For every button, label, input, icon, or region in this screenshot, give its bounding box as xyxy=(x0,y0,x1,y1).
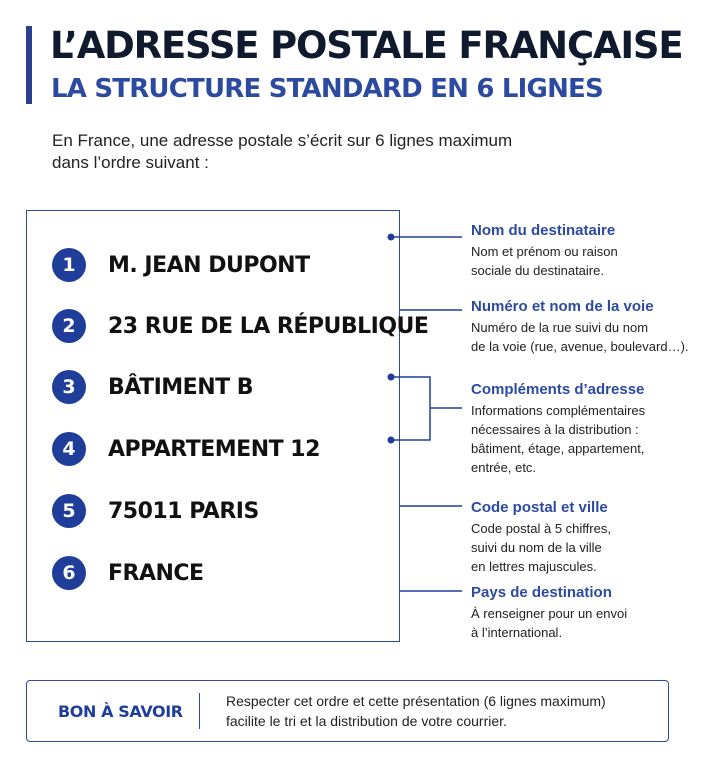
tip-text-line: facilite le tri et la distribution de votre courrier. xyxy=(226,713,507,729)
tip-text xyxy=(226,691,606,731)
address-line-text: M. JEAN DUPONT xyxy=(108,252,310,278)
tip-text-line: Respecter cet ordre et cette présentation (6 lignes maximum) xyxy=(226,693,606,709)
note-desc-line: de la voie (rue, avenue, boulevard…). xyxy=(471,339,689,354)
note-destination-country xyxy=(471,583,699,642)
line-number-badge: 6 xyxy=(52,556,86,590)
address-line-3 xyxy=(52,369,254,405)
note-description xyxy=(471,519,699,576)
note-recipient-name xyxy=(471,221,699,280)
line-number-badge: 3 xyxy=(52,370,86,404)
note-desc-line: À renseigner pour un envoi xyxy=(471,606,628,621)
note-desc-line: suivi du nom de la ville xyxy=(471,540,602,555)
address-line-text: FRANCE xyxy=(108,560,204,586)
address-line-5 xyxy=(52,493,259,529)
note-postal-code-city xyxy=(471,498,699,576)
note-title: Code postal et ville xyxy=(471,499,608,516)
title-accent-bar xyxy=(26,26,32,104)
note-desc-line: bâtiment, étage, appartement, xyxy=(471,441,645,456)
address-line-text: 23 RUE DE LA RÉPUBLIQUE xyxy=(108,313,429,339)
note-description xyxy=(471,318,699,356)
address-line-text: APPARTEMENT 12 xyxy=(108,436,320,462)
note-desc-line: entrée, etc. xyxy=(471,460,537,475)
address-line-2 xyxy=(52,308,429,344)
note-desc-line: Nom et prénom ou raison xyxy=(471,244,618,259)
address-line-1 xyxy=(52,247,310,283)
note-description xyxy=(471,604,699,642)
note-description xyxy=(471,401,699,477)
note-desc-line: à l’international. xyxy=(471,625,563,640)
page-title: L’ADRESSE POSTALE FRANÇAISE xyxy=(50,24,683,67)
note-desc-line: en lettres majuscules. xyxy=(471,559,597,574)
intro-line-1: En France, une adresse postale s’écrit sur 6 lignes maximum xyxy=(52,131,513,150)
note-title: Compléments d’adresse xyxy=(471,381,645,398)
tip-label: BON À SAVOIR xyxy=(58,702,183,721)
address-line-text: 75011 PARIS xyxy=(108,498,259,524)
line-number-badge: 4 xyxy=(52,432,86,466)
note-desc-line: sociale du destinataire. xyxy=(471,263,604,278)
note-address-complements xyxy=(471,380,699,477)
page-subtitle: LA STRUCTURE STANDARD EN 6 LIGNES xyxy=(51,74,603,104)
note-street xyxy=(471,297,699,356)
note-desc-line: Numéro de la rue suivi du nom xyxy=(471,320,649,335)
note-title: Pays de destination xyxy=(471,584,612,601)
address-line-4 xyxy=(52,431,320,467)
note-description xyxy=(471,242,699,280)
note-desc-line: Informations complémentaires xyxy=(471,403,646,418)
intro-line-2: dans l’ordre suivant : xyxy=(52,153,209,172)
line-number-badge: 2 xyxy=(52,309,86,343)
note-desc-line: nécessaires à la distribution : xyxy=(471,422,639,437)
tip-box xyxy=(26,680,669,742)
note-title: Numéro et nom de la voie xyxy=(471,298,654,315)
tip-divider xyxy=(199,693,200,729)
intro-text xyxy=(52,130,552,174)
address-line-text: BÂTIMENT B xyxy=(108,374,254,400)
address-line-6 xyxy=(52,555,204,591)
note-title: Nom du destinataire xyxy=(471,222,616,239)
line-number-badge: 1 xyxy=(52,248,86,282)
note-desc-line: Code postal à 5 chiffres, xyxy=(471,521,611,536)
line-number-badge: 5 xyxy=(52,494,86,528)
